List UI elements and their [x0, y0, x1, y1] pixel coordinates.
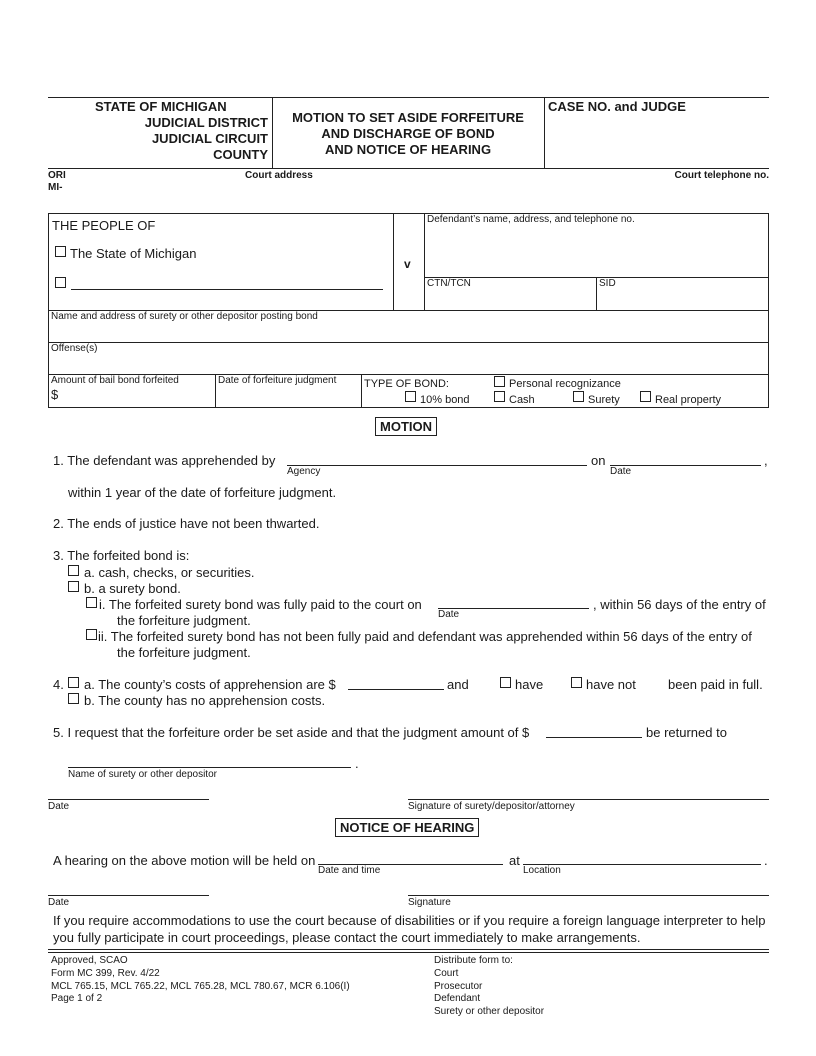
- motion-signature-caption: Signature of surety/depositor/attorney: [408, 801, 575, 812]
- item3bi-text: i. The forfeited surety bond was fully paid to the court on: [99, 597, 422, 612]
- item4b-text: b. The county has no apprehension costs.: [84, 693, 326, 708]
- amount-dollar: $: [51, 387, 59, 402]
- notice-signature-line[interactable]: [408, 895, 769, 896]
- ada-text-2: you fully participate in court proceedings, please contact the court immediately to make arrangements.: [53, 930, 641, 945]
- item4-have-checkbox[interactable]: [500, 677, 511, 688]
- distribute-court: Court: [434, 967, 459, 979]
- item1-on: on: [591, 453, 606, 468]
- hearing-text: A hearing on the above motion will be held on: [53, 853, 316, 868]
- item1-comma: ,: [764, 453, 768, 468]
- ori-label: ORI: [48, 170, 66, 181]
- item4-and: and: [447, 677, 469, 692]
- item3bi-date-line[interactable]: [438, 608, 589, 609]
- page-number: Page 1 of 2: [51, 993, 103, 1005]
- notice-date-line[interactable]: [48, 895, 209, 896]
- hearing-period: .: [764, 853, 768, 868]
- form-title: [272, 110, 544, 158]
- real-property-checkbox[interactable]: [640, 391, 651, 402]
- item4a-text: a. The county’s costs of apprehension are $: [84, 677, 336, 692]
- case-no-label: CASE NO. and JUDGE: [548, 99, 686, 114]
- item3-text: 3. The forfeited bond is:: [53, 548, 190, 563]
- cash-checkbox[interactable]: [494, 391, 505, 402]
- motion-date-line[interactable]: [48, 799, 209, 800]
- item1-continuation: within 1 year of the date of forfeiture judgment.: [68, 485, 337, 500]
- item3bii-text-2: the forfeiture judgment.: [117, 645, 251, 660]
- notice-date-caption: Date: [48, 897, 70, 908]
- item4a-checkbox[interactable]: [68, 677, 79, 688]
- item1-date-line[interactable]: [610, 465, 761, 466]
- item3bi-text-2: , within 56 days of the entry of: [593, 597, 766, 612]
- item2-text: 2. The ends of justice have not been thwarted.: [53, 516, 320, 531]
- surety-label: Name and address of surety or other depositor posting bond: [51, 311, 318, 322]
- item5-text: 5. I request that the forfeiture order be set aside and that the judgment amount of $: [53, 725, 530, 740]
- item3b-text: b. a surety bond.: [84, 581, 181, 596]
- item4-have: have: [515, 677, 544, 692]
- other-party-checkbox[interactable]: [55, 277, 66, 288]
- state-of-michigan-checkbox[interactable]: [55, 246, 66, 257]
- defendant-label: Defendant’s name, address, and telephone no.: [427, 214, 635, 225]
- real-property-label: Real property: [655, 394, 722, 406]
- item3bi-checkbox[interactable]: [86, 597, 97, 608]
- state-of-michigan-label: The State of Michigan: [70, 246, 197, 261]
- state-label: STATE OF MICHIGAN: [95, 99, 227, 114]
- people-of-label: THE PEOPLE OF: [52, 218, 156, 233]
- item3bii-text: ii. The forfeited surety bond has not been fully paid and defendant was apprehended within 56 days of the entry of: [98, 629, 752, 644]
- county-label: COUNTY: [213, 147, 268, 162]
- item3a-text: a. cash, checks, or securities.: [84, 565, 255, 580]
- item3a-checkbox[interactable]: [68, 565, 79, 576]
- offense-label: Offense(s): [51, 343, 98, 354]
- agency-line[interactable]: [287, 465, 587, 466]
- court-address-label: Court address: [245, 170, 313, 181]
- bond-type-label: TYPE OF BOND:: [364, 378, 449, 390]
- ten-percent-label: 10% bond: [420, 394, 470, 406]
- ctn-label: CTN/TCN: [427, 278, 471, 289]
- other-party-line[interactable]: [71, 289, 383, 290]
- item4-paid: been paid in full.: [668, 677, 763, 692]
- personal-recognizance-label: Personal recognizance: [509, 378, 621, 390]
- surety-name-line[interactable]: [68, 767, 351, 768]
- title-line-1: MOTION TO SET ASIDE FORFEITURE: [292, 110, 524, 125]
- item3bi-date-caption: Date: [438, 609, 460, 620]
- surety-name-caption: Name of surety or other depositor: [68, 769, 217, 780]
- title-line-3: AND NOTICE OF HEARING: [324, 142, 492, 157]
- ten-percent-checkbox[interactable]: [405, 391, 416, 402]
- mi-label: MI-: [48, 182, 63, 193]
- ada-text-1: If you require accommodations to use the court because of disabilities or if you require a foreign language interpreter to help: [53, 913, 766, 928]
- footer-right: [434, 955, 544, 1019]
- forfeiture-date-label: Date of forfeiture judgment: [218, 375, 337, 386]
- statute-reference: MCL 765.15, MCL 765.22, MCL 765.28, MCL 780.67, MCR 6.106(I): [51, 980, 350, 992]
- item4b-checkbox[interactable]: [68, 693, 79, 704]
- sid-label: SID: [599, 278, 616, 289]
- item4-number: 4.: [53, 677, 64, 692]
- motion-date-caption: Date: [48, 801, 70, 812]
- distribute-surety: Surety or other depositor: [434, 1006, 545, 1018]
- item3bi-text-3: the forfeiture judgment.: [117, 613, 251, 628]
- motion-heading: MOTION: [375, 417, 437, 436]
- item3bii-checkbox[interactable]: [86, 629, 97, 640]
- item4-havenot: have not: [586, 677, 636, 692]
- notice-signature-caption: Signature: [408, 897, 451, 908]
- personal-recognizance-checkbox[interactable]: [494, 376, 505, 387]
- item5-text-2: be returned to: [646, 725, 727, 740]
- cash-label: Cash: [509, 394, 535, 406]
- item4-havenot-checkbox[interactable]: [571, 677, 582, 688]
- amount-label: Amount of bail bond forfeited: [51, 375, 179, 386]
- approved-label: Approved, SCAO: [51, 955, 128, 966]
- title-line-2: AND DISCHARGE OF BOND: [321, 126, 495, 141]
- form-number: Form MC 399, Rev. 4/22: [51, 967, 160, 979]
- district-label: JUDICIAL DISTRICT: [144, 115, 268, 130]
- item3b-checkbox[interactable]: [68, 581, 79, 592]
- distribute-label: Distribute form to:: [434, 955, 513, 966]
- surety-name-punct: .: [355, 756, 359, 771]
- surety-type-label: Surety: [588, 394, 620, 406]
- notice-heading: NOTICE OF HEARING: [335, 818, 479, 837]
- footer-left: [51, 955, 350, 1006]
- distribute-defendant: Defendant: [434, 993, 481, 1005]
- hearing-date-caption: Date and time: [318, 865, 381, 876]
- item1-date-caption: Date: [610, 466, 632, 477]
- item4-amount-line[interactable]: [348, 689, 444, 690]
- item5-amount-line[interactable]: [546, 737, 642, 738]
- surety-checkbox[interactable]: [573, 391, 584, 402]
- hearing-at: at: [509, 853, 520, 868]
- hearing-location-caption: Location: [523, 865, 561, 876]
- agency-caption: Agency: [287, 466, 321, 477]
- distribute-prosecutor: Prosecutor: [434, 980, 483, 992]
- item1-text: 1. The defendant was apprehended by: [53, 453, 276, 468]
- court-telephone-label: Court telephone no.: [674, 170, 769, 181]
- circuit-label: JUDICIAL CIRCUIT: [151, 131, 268, 146]
- versus-label: v: [404, 257, 411, 271]
- motion-signature-line[interactable]: [408, 799, 769, 800]
